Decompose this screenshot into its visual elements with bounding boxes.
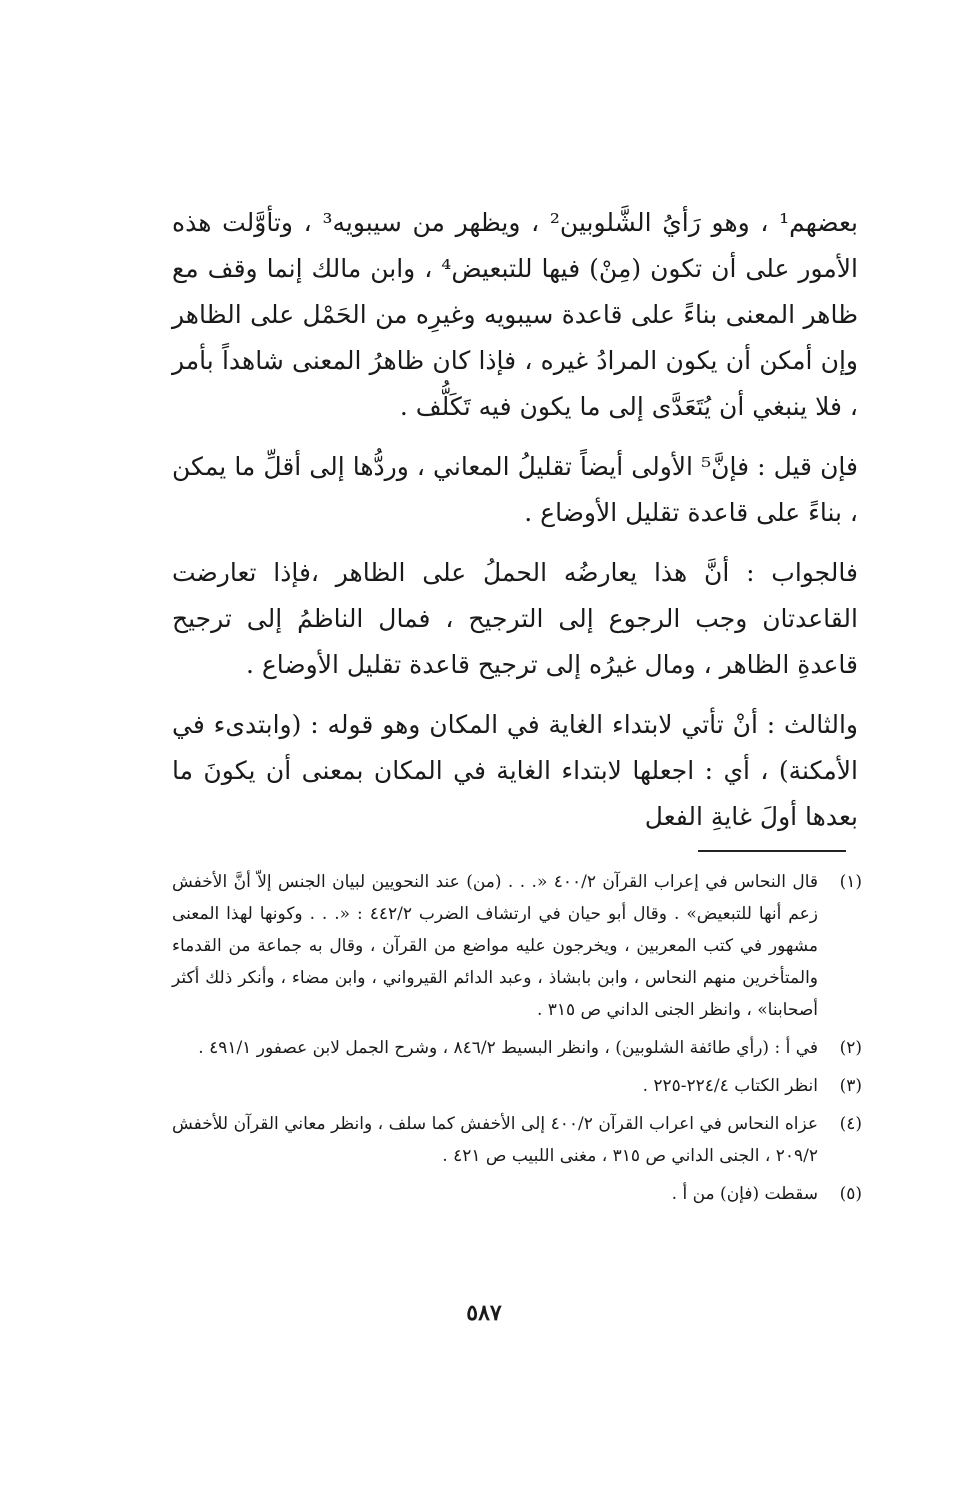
footnote-text: عزاه النحاس في اعراب القرآن ٤٠٠/٢ إلى الأخفش كما سلف ، وانظر معاني القرآن للأخفش ٢٠٩/٢ ، الجنى الداني ص ٣١٥ ، مغنى اللبيب ص ٤٢١ . <box>172 1114 818 1166</box>
footnotes-section <box>172 866 862 1216</box>
footnote-number: (٤) <box>839 1114 862 1134</box>
footnote-text: انظر الكتاب ٢٢٤/٤-٢٢٥ . <box>642 1076 818 1096</box>
footnote-number: (٢) <box>839 1038 862 1058</box>
page-number: ٥٨٧ <box>466 1300 502 1326</box>
footnote-2 <box>172 1032 862 1064</box>
footnote-text: قال النحاس في إعراب القرآن ٤٠٠/٢ «. . . (من) عند النحويين لبيان الجنس إلاّ أنَّ الأخفش زعم أنها للتبعيض» . وقال أبو حيان في ارتشاف الضرب ٤٤٢/٢ : «. . . وكونها لهذا المعنى مشهور في كتب المعربين ، ويخرجون عليه مواضع من القرآن ، وقال به جماعة من القدماء والمتأخرين منهم النحاس ، وابن بابشاذ ، وعبد الدائم القيرواني ، وابن مضاء ، وأنكر ذلك أكثر أصحابنا» ، وانظر الجنى الداني ص ٣١٥ . <box>172 872 819 1020</box>
paragraph-4: والثالث : أنْ تأتي لابتداء الغاية في المكان وهو قوله : (وابتدىء في الأمكنة) ، أي : اجعلها لابتداء الغاية في المكان بمعنى أن يكونَ ما بعدها أولَ غايةِ الفعل <box>172 710 858 831</box>
footnote-number: (١) <box>839 872 862 892</box>
footnote-text: سقطت (فإن) من أ . <box>671 1184 818 1204</box>
footnote-separator <box>698 850 846 852</box>
footnote-5 <box>172 1178 862 1210</box>
paragraph-3: فالجواب : أنَّ هذا يعارضُه الحملُ على الظاهر ،فإذا تعارضت القاعدتان وجب الرجوع إلى الترجيح ، فمال الناظمُ إلى ترجيح قاعدةِ الظاهر ، ومال غيرُه إلى ترجيح قاعدة تقليل الأوضاع . <box>172 558 858 679</box>
footnote-3 <box>172 1070 862 1102</box>
footnote-4 <box>172 1108 862 1172</box>
footnote-number: (٥) <box>839 1184 862 1204</box>
paragraph-2: فإن قيل : فإنَّ⁵ الأولى أيضاً تقليلُ المعاني ، وردُّها إلى أقلِّ ما يمكن ، بناءً على قاعدة تقليل الأوضاع . <box>172 452 858 527</box>
paragraph-1: بعضهم¹ ، وهو رَأيُ الشَّلوبين² ، ويظهر من سيبويه³ ، وتأوَّلت هذه الأمور على أن تكون (مِنْ) فيها للتبعيض⁴ ، وابن مالك إنما وقف مع ظاهر المعنى بناءً على قاعدة سيبويه وغيرِه من الحَمْل على الظاهر وإن أمكن أن يكون المرادُ غيره ، فإذا كان ظاهرُ المعنى شاهداً بأمر ، فلا ينبغي أن يُتَعَدَّى إلى ما يكون فيه تَكَلُّف . <box>172 208 859 421</box>
footnote-1 <box>172 866 862 1026</box>
footnote-number: (٣) <box>839 1076 862 1096</box>
main-text-body <box>172 200 858 840</box>
footnote-text: في أ : (رأي طائفة الشلوبين) ، وانظر البسيط ٨٤٦/٢ ، وشرح الجمل لابن عصفور ٤٩١/١ . <box>198 1038 818 1058</box>
